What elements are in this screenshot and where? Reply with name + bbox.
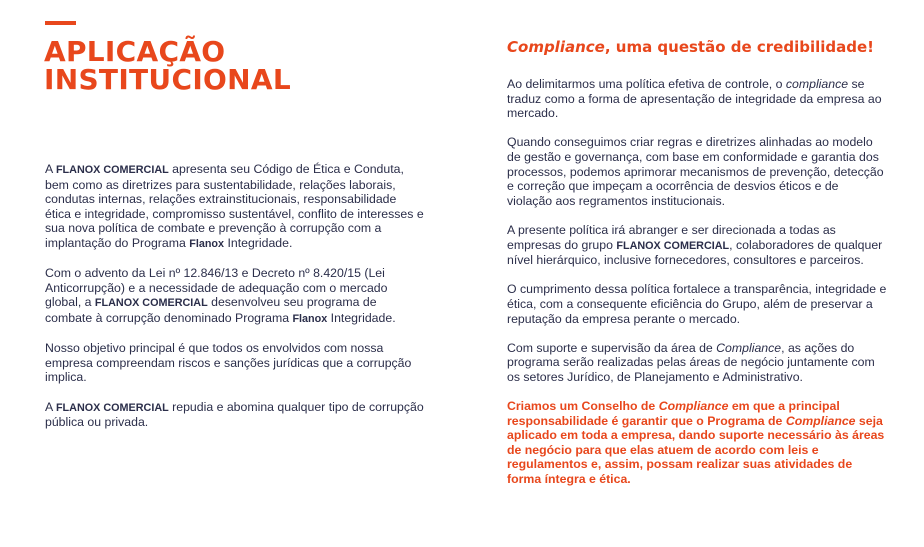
governance-paragraph: Quando conseguimos criar regras e diretrizes alinhadas ao modelo de gestão e governança, com base em conformidade e garantia dos processos, podemos aprimorar mecanismos de prevenção, detecção e correção que impeçam a ocorrência de desvios éticos e de violação aos regramentos institucionais. bbox=[507, 135, 884, 208]
compliance-heading bbox=[507, 38, 887, 57]
control-text-b: se traduz como a forma de apresentação de integridade da empresa ao mercado. bbox=[507, 77, 882, 121]
scope-paragraph bbox=[507, 223, 887, 268]
title-accent-bar bbox=[45, 21, 76, 25]
council-text-c: seja aplicado em toda a empresa, dando suporte necessário às áreas de negócio para que elas atuem de acordo com leis e regulamentos e, assim, possam realizar suas atividades de forma íntegra e ética. bbox=[507, 413, 885, 487]
law-text-b: desenvolveu seu programa de combate à corrupção denominado Programa bbox=[45, 295, 377, 325]
council-text-a: Criamos um Conselho de bbox=[507, 399, 659, 414]
law-text-c: Integridade. bbox=[327, 310, 396, 325]
right-column bbox=[507, 38, 887, 501]
council-text-b: em que a principal responsabilidade é garantir que o Programa de bbox=[507, 399, 840, 428]
control-policy-paragraph bbox=[507, 77, 887, 121]
council-highlight-paragraph bbox=[507, 399, 887, 487]
council-text-em1: Compliance bbox=[658, 399, 729, 414]
left-column bbox=[45, 162, 425, 444]
brand-name: FLANOX COMERCIAL bbox=[616, 239, 730, 252]
council-text-em2: Compliance bbox=[785, 413, 856, 428]
scope-text-b: , colaboradores de qualquer nível hierárquico, inclusive fornecedores, consultores e parceiros. bbox=[507, 237, 883, 268]
objective-paragraph: Nosso objetivo principal é que todos os envolvidos com nossa empresa compreendam riscos e sanções jurídicas que a corrupção implica. bbox=[45, 341, 412, 385]
repudiation-paragraph bbox=[45, 400, 425, 430]
repudiation-text-b: repudia e abomina qualquer tipo de corrupção pública ou privada. bbox=[45, 399, 424, 430]
brand-name-short: Flanox bbox=[292, 312, 328, 325]
page-title bbox=[44, 35, 291, 96]
brand-name: FLANOX COMERCIAL bbox=[55, 401, 169, 414]
control-text-a: Ao delimitarmos uma política efetiva de controle, o bbox=[507, 77, 786, 91]
law-paragraph bbox=[45, 266, 425, 326]
intro-text-c: Integridade. bbox=[224, 235, 293, 250]
compliance-heading-em: Compliance bbox=[507, 38, 605, 56]
brand-name: FLANOX COMERCIAL bbox=[55, 164, 169, 176]
brand-name: FLANOX COMERCIAL bbox=[94, 297, 208, 310]
scope-text-a: A presente política irá abranger e ser direcionada a todas as empresas do grupo bbox=[507, 222, 836, 252]
page-title-line-2: INSTITUCIONAL bbox=[44, 63, 291, 96]
support-text-b: , as ações do programa serão realizadas pelas áreas de negócio juntamente com os setores Jurídico, de Planejamento e Administrativo. bbox=[507, 340, 875, 384]
support-text-em: Compliance bbox=[716, 340, 782, 355]
transparency-paragraph: O cumprimento dessa política fortalece a transparência, integridade e ética, com a consequente eficiência do Grupo, além de preservar a reputação da empresa perante o mercado. bbox=[507, 282, 887, 326]
compliance-heading-rest: , uma questão de credibilidade! bbox=[604, 38, 875, 56]
page-title-line-1: APLICAÇÃO bbox=[44, 35, 226, 68]
control-text-em: compliance bbox=[785, 77, 849, 91]
support-text-a: Com suporte e supervisão da área de bbox=[507, 340, 717, 355]
law-text-a: Com o advento da Lei nº 12.846/13 e Decreto nº 8.420/15 (Lei Anticorrupção) e a necessidade de adequação com o mercado global, a bbox=[45, 266, 388, 310]
repudiation-text-a: A bbox=[45, 399, 56, 414]
support-paragraph bbox=[507, 341, 887, 385]
intro-text-b: apresenta seu Código de Ética e Conduta, bem como as diretrizes para sustentabilidade, relações laborais, condutas internas, relações extrainstitucionais, responsabilidade ética e integridade, compromisso sustentável, conflito de interesses e sua nova política de combate e prevenção à corrupção com a implantação do Programa bbox=[45, 162, 424, 250]
intro-text-a: A bbox=[45, 162, 56, 176]
intro-paragraph bbox=[45, 162, 425, 252]
brand-name-short: Flanox bbox=[189, 237, 225, 250]
